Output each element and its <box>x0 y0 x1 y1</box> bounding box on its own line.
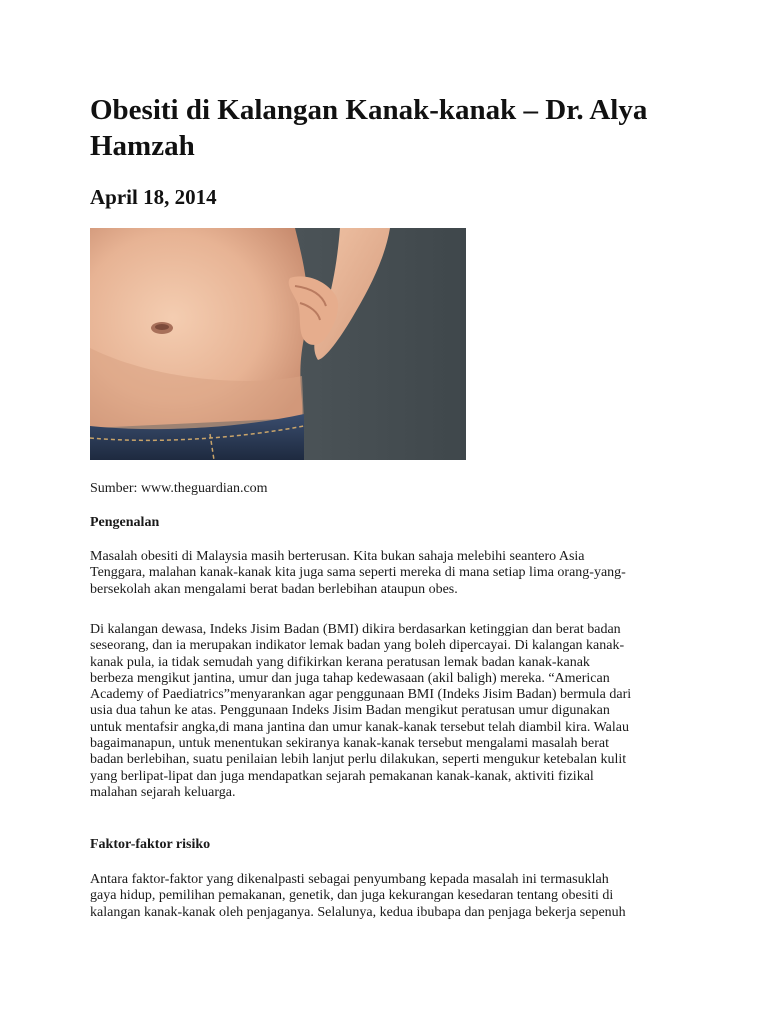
text-line: Antara faktor-faktor yang dikenalpasti sebagai penyumbang kepada masalah ini termasuklah <box>90 872 609 887</box>
section-heading-risk-factors: Faktor-faktor risiko <box>90 837 211 852</box>
text-line: untuk mentafsir angka,di mana jantina dan umur kanak-kanak tersebut telah diambil kira. Walau <box>90 719 629 735</box>
text-line: kanak pula, ia tidak semudah yang difikirkan kerana peratusan lemak badan kanak-kanak <box>90 654 590 670</box>
text-line: Di kalangan dewasa, Indeks Jisim Badan (BMI) dikira berdasarkan ketinggian dan berat badan <box>90 622 621 637</box>
text-line: Tenggara, malahan kanak-kanak kita juga sama seperti mereka di mana setiap lima orang-yang- <box>90 565 626 581</box>
article-photo <box>90 228 466 460</box>
article-date: April 18, 2014 <box>90 185 217 209</box>
paragraph-intro-1 <box>90 549 678 598</box>
text-line: usia dua tahun ke atas. Penggunaan Indeks Jisim Badan mengikut peratusan umur digunakan <box>90 703 610 719</box>
text-line: bagaimanapun, untuk menentukan sekiranya kanak-kanak tersebut mengalami masalah berat <box>90 736 609 752</box>
image-caption: Sumber: www.theguardian.com <box>90 481 268 496</box>
text-line: malahan sejarah keluarga. <box>90 784 236 800</box>
text-line: yang berlipat-lipat dan juga mendapatkan sejarah pemakanan kanak-kanak, aktiviti fizikal <box>90 768 594 784</box>
section-heading-intro: Pengenalan <box>90 515 160 530</box>
paragraph-risk-1 <box>90 872 678 921</box>
paragraph-intro-2 <box>90 622 678 801</box>
belly-photo-illustration <box>90 228 466 460</box>
text-line: bersekolah akan mengalami berat badan berlebihan ataupun obes. <box>90 581 458 597</box>
text-line: Academy of Paediatrics”menyarankan agar penggunaan BMI (Indeks Jisim Badan) bermula dari <box>90 687 632 703</box>
text-line: Masalah obesiti di Malaysia masih berterusan. Kita bukan sahaja melebihi seantero Asia <box>90 549 585 564</box>
text-line: badan berlebihan, suatu penilaian lebih lanjut perlu dilakukan, seperti mengukur ketebalan kulit <box>90 752 627 768</box>
text-line: gaya hidup, pemilihan pemakanan, genetik, dan juga kekurangan kesedaran tentang obesiti di <box>90 888 614 904</box>
article-title: Obesiti di Kalangan Kanak-kanak – Dr. Alya Hamzah <box>90 94 648 162</box>
text-line: kalangan kanak-kanak oleh penjaganya. Selalunya, kedua ibubapa dan penjaga bekerja sepenuh <box>90 904 626 920</box>
text-line: seseorang, dan ia merupakan indikator lemak badan yang boleh dipercayai. Di kalangan kanak- <box>90 638 625 654</box>
text-line: berbeza mengikut jantina, umur dan juga tahap kedewasaan (akil baligh) mereka. “American <box>90 670 610 686</box>
